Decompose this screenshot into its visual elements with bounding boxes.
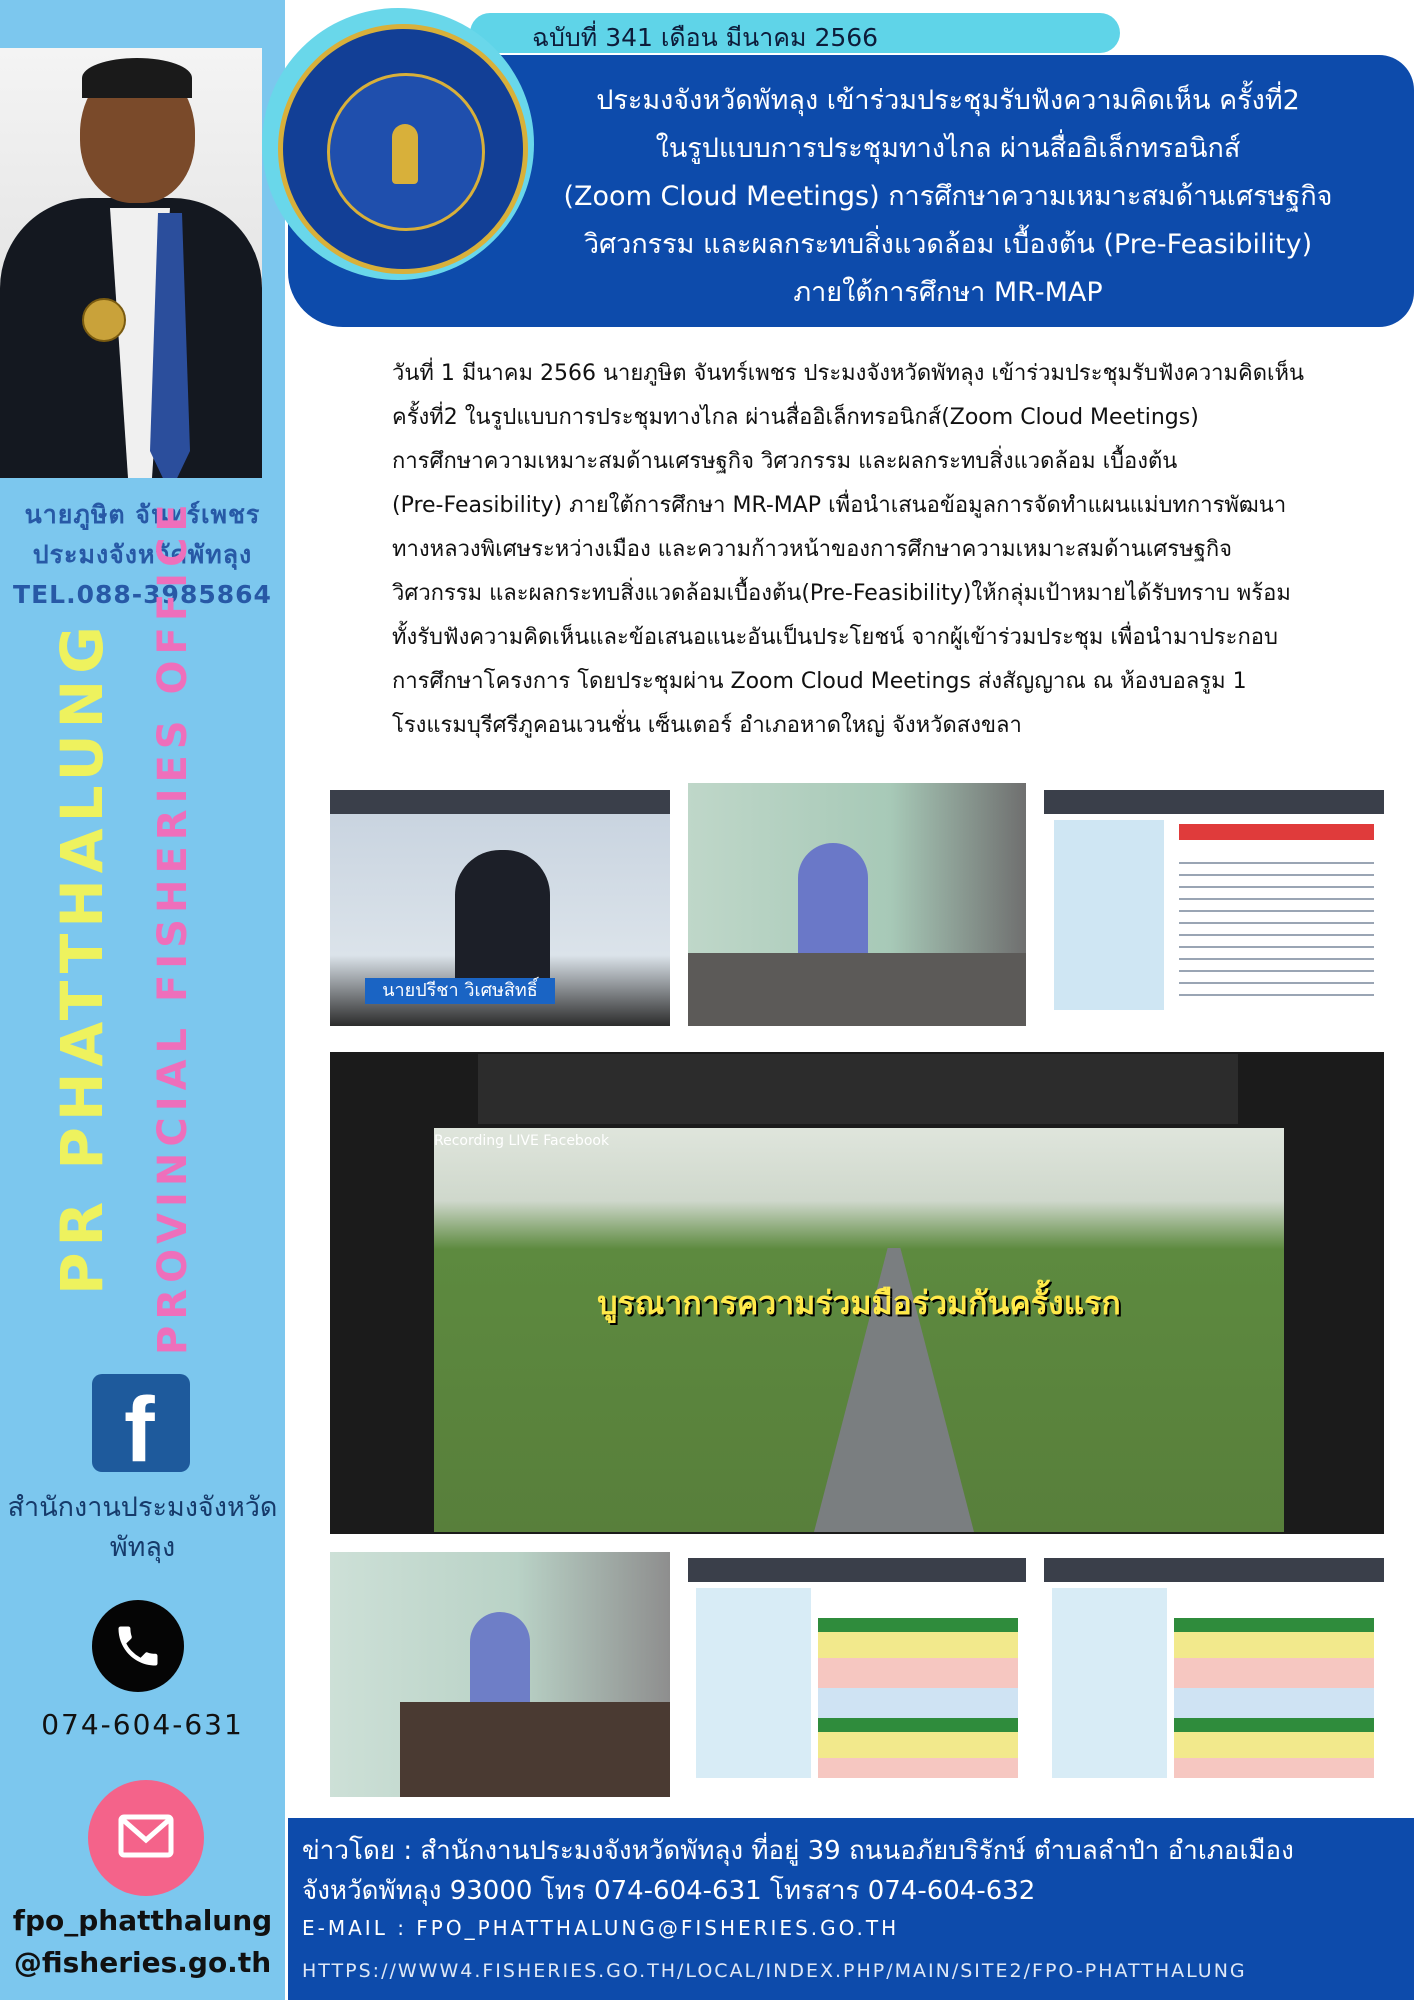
footer-address-2: จังหวัดพัทลุง 93000 โทร 074-604-631 โทรสาร 074-604-632 — [302, 1876, 1036, 1906]
office-email — [0, 1900, 285, 1984]
article-line: โรงแรมบุรีศรีภูคอนเวนชั่น เซ็นเตอร์ อำเภอหาดใหญ่ จังหวัดสงขลา — [392, 713, 1022, 738]
headline-line: ภายใต้การศึกษา MR-MAP — [793, 277, 1103, 308]
email-icon[interactable] — [88, 1780, 204, 1896]
article-line: (Pre-Feasibility) ภายใต้การศึกษา MR-MAP เพื่อนำเสนอข้อมูลการจัดทำแผนแม่บทการพัฒนา — [392, 493, 1287, 518]
photo-route-table-1 — [688, 1558, 1026, 1796]
official-contact — [0, 495, 285, 615]
vertical-title-pr: PR PHATTHALUNG — [48, 620, 116, 1295]
sidebar — [0, 0, 285, 2000]
photo-mr1-route-map — [1044, 790, 1384, 1026]
article-line: ทั้งรับฟังความคิดเห็นและข้อเสนอแนะอันเป็นประโยชน์ จากผู้เข้าร่วมประชุม เพื่อนำมาประกอบ — [392, 625, 1278, 650]
photo-speaker-zoom — [330, 790, 670, 1026]
seal-emblem — [327, 73, 485, 231]
email-local: fpo_phatthalung — [12, 1904, 273, 1937]
headline-line: วิศวกรรม และผลกระทบสิ่งแวดล้อม เบื้องต้น (Pre-Feasibility) — [583, 229, 1313, 260]
headline-line: ประมงจังหวัดพัทลุง เข้าร่วมประชุมรับฟังความคิดเห็น ครั้งที่2 — [596, 85, 1300, 116]
vertical-title-office: PROVINCIAL FISHERIES OFFICE — [150, 498, 196, 1355]
office-phone: 074-604-631 — [41, 1708, 244, 1741]
speaker-caption: นายปรีชา วิเศษสิทธิ์ — [365, 978, 555, 1004]
issue-label: ฉบับที่ 341 เดือน มีนาคม 2566 — [532, 23, 879, 52]
article-line: วิศวกรรม และผลกระทบสิ่งแวดล้อมเบื้องต้น(Pre-Feasibility)ให้กลุ่มเป้าหมายได้รับทราบ พร้อม — [392, 581, 1291, 606]
phone-icon[interactable] — [92, 1600, 184, 1692]
department-seal-logo — [278, 24, 528, 274]
official-portrait — [0, 48, 262, 478]
official-position: ประมงจังหวัดพัทลุง — [32, 540, 253, 569]
badge-icon — [82, 298, 126, 342]
zoom-participant-strip — [478, 1054, 1238, 1124]
facebook-glyph: f — [124, 1379, 155, 1481]
video-caption: บูรณาการความร่วมมือร่วมกันครั้งแรก — [597, 1284, 1121, 1322]
official-tel: TEL.088-3985864 — [13, 580, 272, 609]
email-domain: @fisheries.go.th — [13, 1946, 272, 1979]
article-line: การศึกษาโครงการ โดยประชุมผ่าน Zoom Cloud Meetings ส่งสัญญาณ ณ ห้องบอลรูม 1 — [392, 669, 1247, 694]
article-line: วันที่ 1 มีนาคม 2566 นายภูษิต จันทร์เพชร ประมงจังหวัดพัทลุง เข้าร่วมประชุมรับฟังความคิดเห็น — [392, 361, 1305, 386]
article-line: การศึกษาความเหมาะสมด้านเศรษฐกิจ วิศวกรรม และผลกระทบสิ่งแวดล้อม เบื้องต้น — [392, 449, 1178, 474]
headline-line: ในรูปแบบการประชุมทางไกล ผ่านสื่ออิเล็กทรอนิกส์ — [655, 133, 1241, 164]
headline-text — [488, 77, 1408, 317]
footer-address-1: ข่าวโดย : สำนักงานประมงจังหวัดพัทลุง ที่อยู่ 39 ถนนอภัยบริรักษ์ ตำบลลำปำ อำเภอเมือง — [302, 1836, 1294, 1866]
facebook-page-name: สำนักงานประมงจังหวัดพัทลุง — [7, 1492, 278, 1563]
photo-official-desk-camera — [330, 1552, 670, 1797]
photo-official-at-desk — [688, 783, 1026, 1026]
headline-line: (Zoom Cloud Meetings) การศึกษาความเหมาะสมด้านเศรษฐกิจ — [563, 181, 1333, 212]
article-line: ครั้งที่2 ในรูปแบบการประชุมทางไกล ผ่านสื่ออิเล็กทรอนิกส์(Zoom Cloud Meetings) — [392, 405, 1199, 430]
photo-zoom-highway-video — [330, 1052, 1384, 1534]
footer-banner — [288, 1818, 1414, 2000]
footer-url[interactable]: HTTPS://WWW4.FISHERIES.GO.TH/LOCAL/INDEX.PHP/MAIN/SITE2/FPO-PHATTHALUNG — [302, 1960, 1247, 1982]
footer-email[interactable]: E-MAIL : FPO_PHATTHALUNG@FISHERIES.GO.TH — [302, 1916, 900, 1940]
photo-route-table-2 — [1044, 1558, 1384, 1796]
article-body — [392, 352, 1392, 748]
issue-badge — [470, 13, 1120, 53]
recording-indicator: Recording LIVE Facebook — [434, 1133, 610, 1149]
article-line: ทางหลวงพิเศษระหว่างเมือง และความก้าวหน้าของการศึกษาความเหมาะสมด้านเศรษฐกิจ — [392, 537, 1233, 562]
official-name: นายภูษิต จันทร์เพชร — [24, 500, 261, 529]
facebook-icon[interactable] — [92, 1374, 190, 1481]
